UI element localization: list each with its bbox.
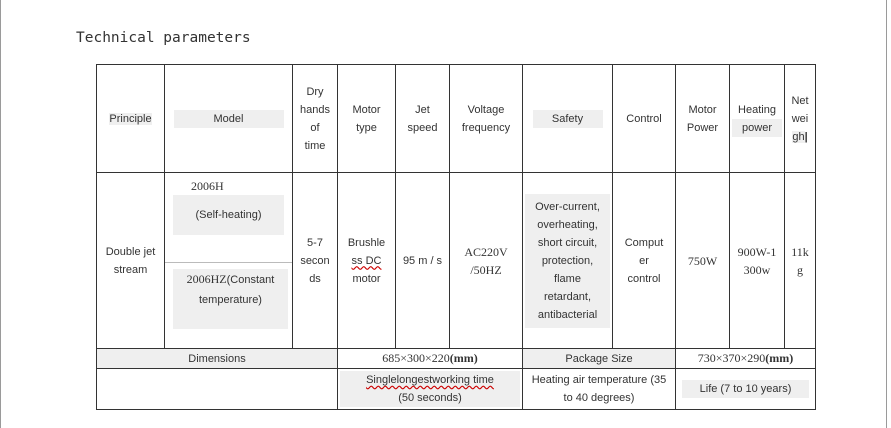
heating-air-temperature: Heating air temperature (35 to 40 degrees): [523, 369, 676, 410]
header-motor-power: Motor Power: [676, 65, 730, 173]
header-principle: Principle: [97, 65, 165, 173]
life: Life (7 to 10 years): [676, 369, 816, 410]
cell-dry-time: 5-7 secon ds: [293, 173, 338, 349]
package-size-label: Package Size: [523, 349, 676, 369]
empty-cell: [97, 369, 338, 410]
dimensions-label: Dimensions: [97, 349, 338, 369]
header-model: Model: [165, 65, 293, 173]
technical-parameters-table: [96, 64, 816, 410]
data-row: [97, 173, 816, 349]
cell-safety: Over-current, overheating, short circuit, protection, flame retardant, antibacterial: [523, 173, 613, 349]
header-net-weight: Net wei gh|: [785, 65, 816, 173]
extra-specs-row: [97, 369, 816, 410]
header-control: Control: [613, 65, 676, 173]
working-time: Singlelongestworking time (50 seconds): [338, 369, 523, 410]
page-right-border: [886, 0, 887, 428]
cell-motor-type: Brushle ss DC motor: [338, 173, 396, 349]
model-2: 2006HZ(Constant temperature): [165, 263, 292, 348]
header-heating-power: Heating power: [730, 65, 785, 173]
header-row: [97, 65, 816, 173]
dimensions-row: [97, 349, 816, 369]
header-safety: Safety: [523, 65, 613, 173]
cell-heating-power: 900W-1 300w: [730, 173, 785, 349]
text-cursor-icon: |: [804, 130, 808, 143]
dimensions-value: 685×300×220(mm): [338, 349, 523, 369]
page-left-border: [0, 0, 1, 428]
cell-jet-speed: 95 m / s: [396, 173, 450, 349]
cell-motor-power: 750W: [676, 173, 730, 349]
cell-voltage: AC220V /50HZ: [450, 173, 523, 349]
cell-principle: Double jet stream: [97, 173, 165, 349]
header-jet-speed: Jet speed: [396, 65, 450, 173]
header-motor-type: Motor type: [338, 65, 396, 173]
cell-model: [165, 173, 293, 349]
cell-control: Comput er control: [613, 173, 676, 349]
model-1: 2006H (Self-heating): [165, 173, 292, 263]
cell-net-weight: 11k g: [785, 173, 816, 349]
package-size-value: 730×370×290(mm): [676, 349, 816, 369]
header-voltage: Voltage frequency: [450, 65, 523, 173]
header-dry-time: Dry hands of time: [293, 65, 338, 173]
section-heading: Technical parameters: [76, 30, 251, 46]
